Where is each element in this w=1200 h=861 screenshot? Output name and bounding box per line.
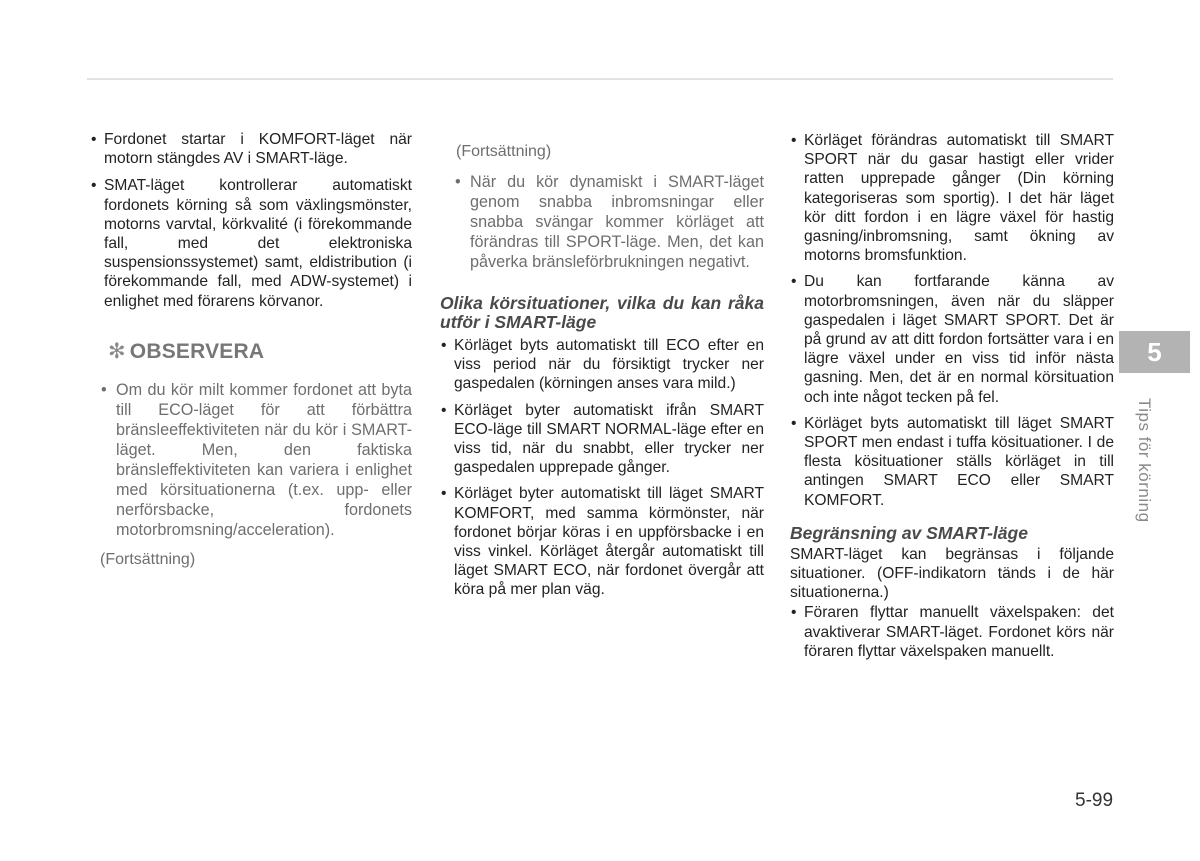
chapter-tab: 5 <box>1119 331 1190 373</box>
note-item: • Om du kör milt kommer fordonet att byta till ECO-läget för att förbättra bränsleeffektiviteten när du kör i SMART-läget. Men, den faktiska bränsleffektiviteten kan variera i enlighet med körsituationerna (t.ex. upp- eller nerförsbacke, fordonets motorbromsning/acceleration). <box>100 380 412 540</box>
section-heading: Olika körsituationer, vilka du kan råka utför i SMART-läge <box>440 293 764 332</box>
observera-title: OBSERVERA <box>129 339 265 363</box>
list-item: • Körläget byts automatiskt till ECO efter en viss period när du försiktigt trycker ner gaspedalen (körningen anses vara mild.) <box>440 336 764 394</box>
observera-note-continued <box>454 142 764 272</box>
continued-label: (Fortsättning) <box>456 143 552 160</box>
observera-heading <box>108 339 412 364</box>
chapter-title: Tips för körning <box>1135 398 1154 523</box>
list-item: • Körläget byts automatiskt till läget SMART SPORT men endast i tuffa kösituationer. I de flesta kösituationer ställs körläget in till antingen SMART ECO eller SMART KOMFORT. <box>790 414 1114 510</box>
continued-label: (Fortsättning) <box>100 550 196 568</box>
list-item: • Du kan fortfarande känna av motorbromsningen, även när du släpper gaspedalen i läget SMART SPORT. Det är på grund av att ditt fordon fortsätter vara i en lägre växel under en viss tid inför nästa gasning. Men, det är en normal körsituation och inte något tecken på fel. <box>790 272 1114 406</box>
asterisk-icon: ✻ <box>108 339 126 363</box>
section-heading: Begränsning av SMART-läge <box>790 522 1028 543</box>
observera-note <box>100 380 412 570</box>
header-rule <box>87 78 1113 80</box>
list-item: • SMAT-läget kontrollerar automatiskt fordonets körning så som växlingsmönster, motorns varvtal, körkvalité (i förekommande fall, med det elektroniska suspensionssystemet) samt, eldistribution (i förekommande fall, med ADW-systemet) i enlighet med förarens körvanor. <box>90 176 412 310</box>
list-item: • Fordonet startar i KOMFORT-läget när motorn stängdes AV i SMART-läge. <box>90 130 412 168</box>
list-item: • Föraren flyttar manuellt växelspaken: det avaktiverar SMART-läget. Fordonet körs när föraren flyttar växelspaken manuellt. <box>790 603 1114 661</box>
paragraph: SMART-läget kan begränsas i följande situationer. (OFF-indikatorn tänds i de här situationerna.) <box>790 545 1114 602</box>
page-number: 5-99 <box>1075 790 1114 811</box>
list-item: • Körläget förändras automatiskt till SMART SPORT när du gasar hastigt eller vrider ratten upprepade gånger (Din körning kategoriseras som sportig). I det här läget kör ditt fordon i en lägre växel för hastig gasning/inbromsning, samt ökning av motorns bromsfunktion. <box>790 131 1114 265</box>
column-2 <box>440 142 764 607</box>
list-item: • Körläget byter automatiskt ifrån SMART ECO-läge till SMART NORMAL-läge efter en viss tid, när du snabbt, eller trycker ner gaspedalen upprepade gånger. <box>440 401 764 478</box>
column-1 <box>90 130 412 570</box>
note-item: • När du kör dynamiskt i SMART-läget genom snabba inbromsningar eller snabba svängar kommer körläget att förändras till SPORT-läge. Men, det kan påverka bränsleförbrukningen negativt. <box>454 172 764 272</box>
list-item: • Körläget byter automatiskt till läget SMART KOMFORT, med samma körmönster, när fordonet börjar köras i en uppförsbacke i en viss vinkel. Körläget återgår automatiskt till läget SMART ECO, när fordonet övergår att köra på mer plan väg. <box>440 484 764 599</box>
column-3 <box>790 131 1114 668</box>
